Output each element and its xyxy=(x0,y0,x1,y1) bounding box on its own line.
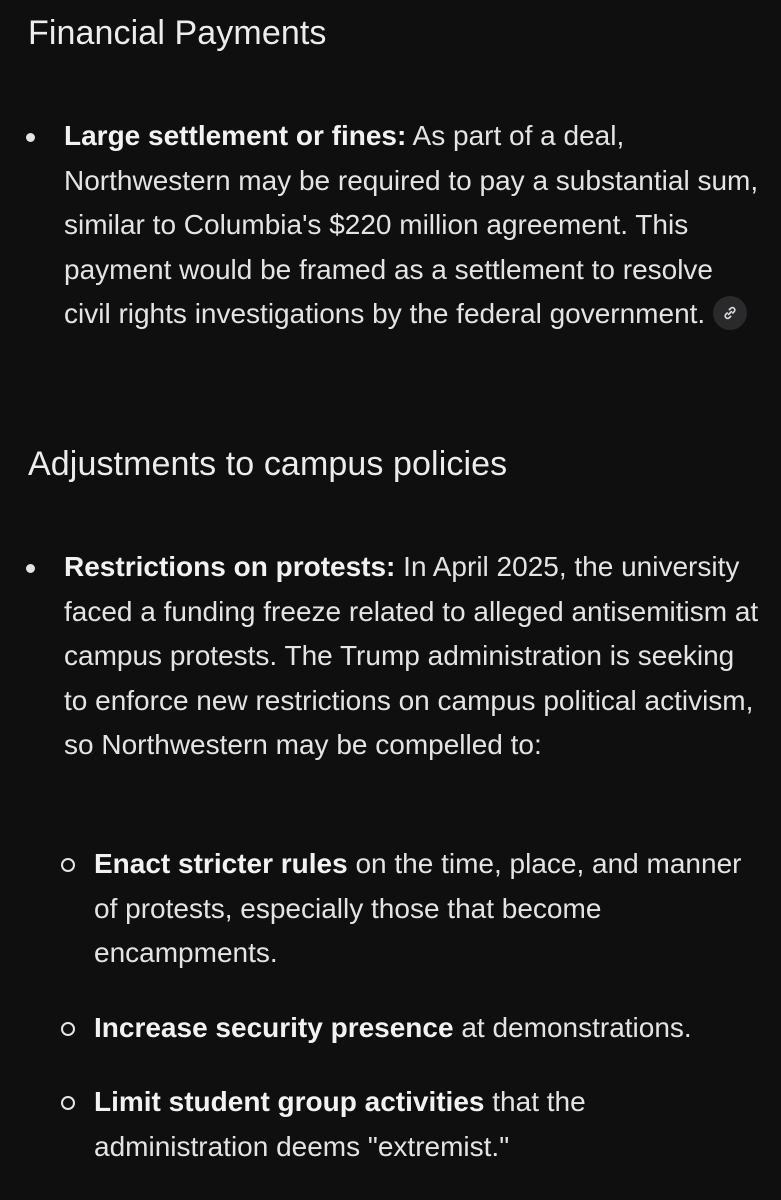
bullet-restrictions-on-protests xyxy=(64,545,764,768)
bullet-dot xyxy=(26,564,35,573)
subitem-security-presence xyxy=(94,1006,764,1051)
subitem-marker xyxy=(61,858,75,872)
bullet-dot xyxy=(26,133,35,142)
subitem-text: at demonstrations. xyxy=(453,1012,692,1043)
bullet-text: In April 2025, the university faced a funding freeze related to alleged antisemitism at campus protests. The Trump administration is seeking to enforce new restrictions on campus political activism, so Northwestern may be compelled to: xyxy=(64,551,759,760)
subitem-text: that the administration deems "extremist." xyxy=(94,1086,586,1162)
link-icon xyxy=(722,305,738,321)
bullet-text: As part of a deal, Northwestern may be required to pay a substantial sum, similar to Columbia's $220 million agreement. This payment would be framed as a settlement to resolve civil rights investigations by the federal government. xyxy=(64,120,759,329)
source-link-button[interactable] xyxy=(713,296,747,330)
bullet-lead: Restrictions on protests: xyxy=(64,551,396,582)
subitem-lead: Increase security presence xyxy=(94,1012,454,1043)
subitem-stricter-rules xyxy=(94,842,764,976)
section-heading-campus-policies: Adjustments to campus policies xyxy=(28,445,508,483)
section-heading-financial-payments: Financial Payments xyxy=(28,14,327,52)
bullet-lead: Large settlement or fines: xyxy=(64,120,407,151)
subitem-lead: Limit student group activities xyxy=(94,1086,485,1117)
bullet-large-settlement xyxy=(64,114,764,337)
subitem-lead: Enact stricter rules xyxy=(94,848,348,879)
subitem-text: on the time, place, and manner of protests, especially those that become encampments. xyxy=(94,848,742,968)
subitem-limit-student-groups xyxy=(94,1080,764,1169)
subitem-marker xyxy=(61,1096,75,1110)
subitem-marker xyxy=(61,1022,75,1036)
